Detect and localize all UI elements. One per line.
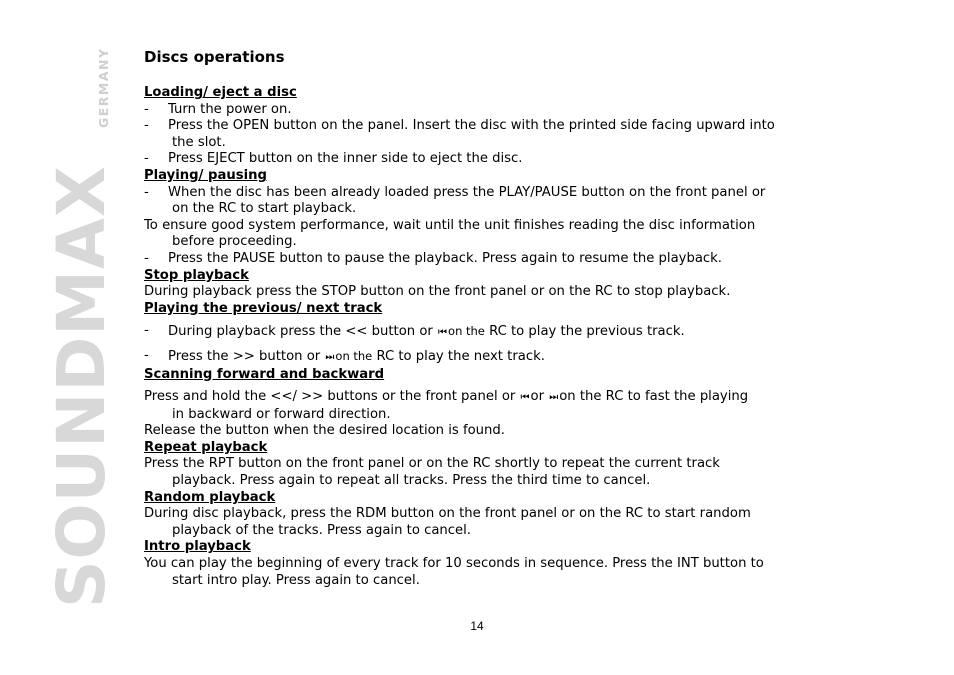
list-item-text: Press the OPEN button on the panel. Insert the disc with the printed side facing upward into bbox=[168, 118, 775, 134]
section-heading-intro: Intro playback bbox=[144, 539, 251, 555]
list-item-text: RC to play the previous track. bbox=[489, 324, 685, 340]
brand-logo bbox=[43, 46, 120, 608]
list-item-text: RC to play the next track. bbox=[376, 348, 545, 364]
paragraph bbox=[144, 456, 814, 489]
brand-name: SOUNDMAX bbox=[43, 165, 120, 608]
previous-track-icon: ⏮ bbox=[438, 327, 446, 339]
brand-sub: GERMANY bbox=[96, 47, 111, 128]
next-track-icon: ⏭ bbox=[549, 392, 557, 404]
section-heading-repeat: Repeat playback bbox=[144, 439, 268, 455]
page-number: 14 bbox=[470, 619, 484, 633]
bullet-dash: - bbox=[144, 323, 149, 339]
list-item-continuation: on the RC to start playback. bbox=[172, 201, 357, 217]
list-item-text: Press the >> button or bbox=[168, 348, 321, 364]
list-item bbox=[144, 323, 814, 342]
bullet-dash: - bbox=[144, 250, 149, 266]
paragraph bbox=[144, 556, 814, 589]
list-item-text: Press EJECT button on the inner side to eject the disc. bbox=[168, 151, 523, 167]
bullet-dash: - bbox=[144, 184, 149, 200]
paragraph-line: Press the RPT button on the front panel or on the RC shortly to repeat the current track bbox=[144, 456, 720, 472]
list-item bbox=[144, 118, 814, 151]
list-item-text: Turn the power on. bbox=[168, 101, 292, 117]
paragraph-continuation: playback. Press again to repeat all tracks. Press the third time to cancel. bbox=[172, 473, 651, 489]
paragraph: Release the button when the desired location is found. bbox=[144, 423, 505, 439]
previous-track-icon: ⏮ bbox=[520, 392, 528, 404]
bullet-dash: - bbox=[144, 151, 149, 167]
list-item-text: Press the PAUSE button to pause the playback. Press again to resume the playback. bbox=[168, 250, 722, 266]
page-title: Discs operations bbox=[144, 48, 285, 66]
next-track-icon: ⏭ bbox=[325, 351, 333, 363]
section-heading-random: Random playback bbox=[144, 489, 276, 505]
paragraph bbox=[144, 389, 814, 423]
paragraph-continuation: before proceeding. bbox=[172, 234, 297, 250]
paragraph-text: Press and hold the <</ >> buttons or the front panel or bbox=[144, 389, 516, 405]
section-heading-stop: Stop playback bbox=[144, 267, 249, 283]
paragraph bbox=[144, 218, 814, 251]
list-item-small-text: on the bbox=[448, 324, 485, 339]
section-heading-loading: Loading/ eject a disc bbox=[144, 85, 297, 100]
section-heading-prevnext: Playing the previous/ next track bbox=[144, 300, 383, 316]
section-heading-playing: Playing/ pausing bbox=[144, 167, 267, 183]
paragraph-continuation: start intro play. Press again to cancel. bbox=[172, 572, 420, 588]
list-item bbox=[144, 348, 814, 367]
paragraph-continuation: in backward or forward direction. bbox=[172, 406, 391, 422]
list-item bbox=[144, 251, 814, 268]
paragraph: During playback press the STOP button on the front panel or on the RC to stop playback. bbox=[144, 284, 731, 300]
list-item-text: When the disc has been already loaded press the PLAY/PAUSE button on the front panel or bbox=[168, 184, 766, 200]
paragraph-text: or bbox=[530, 389, 545, 405]
paragraph-line: To ensure good system performance, wait until the unit finishes reading the disc information bbox=[144, 217, 756, 233]
paragraph-text: on the RC to fast the playing bbox=[559, 389, 749, 405]
bullet-dash: - bbox=[144, 118, 149, 134]
list-item-text: During playback press the << button or bbox=[168, 324, 433, 340]
paragraph bbox=[144, 506, 814, 539]
page-content bbox=[144, 48, 814, 589]
list-item-small-text: on the bbox=[335, 348, 373, 363]
list-item bbox=[144, 151, 814, 168]
section-heading-scan: Scanning forward and backward bbox=[144, 366, 385, 382]
paragraph-line: You can play the beginning of every track for 10 seconds in sequence. Press the INT button to bbox=[144, 556, 764, 572]
paragraph-continuation: playback of the tracks. Press again to cancel. bbox=[172, 522, 471, 538]
list-item bbox=[144, 102, 814, 119]
bullet-dash: - bbox=[144, 347, 149, 363]
list-item-continuation: the slot. bbox=[172, 134, 226, 150]
bullet-dash: - bbox=[144, 101, 149, 117]
paragraph-line: During disc playback, press the RDM button on the front panel or on the RC to start random bbox=[144, 506, 751, 522]
list-item bbox=[144, 185, 814, 218]
